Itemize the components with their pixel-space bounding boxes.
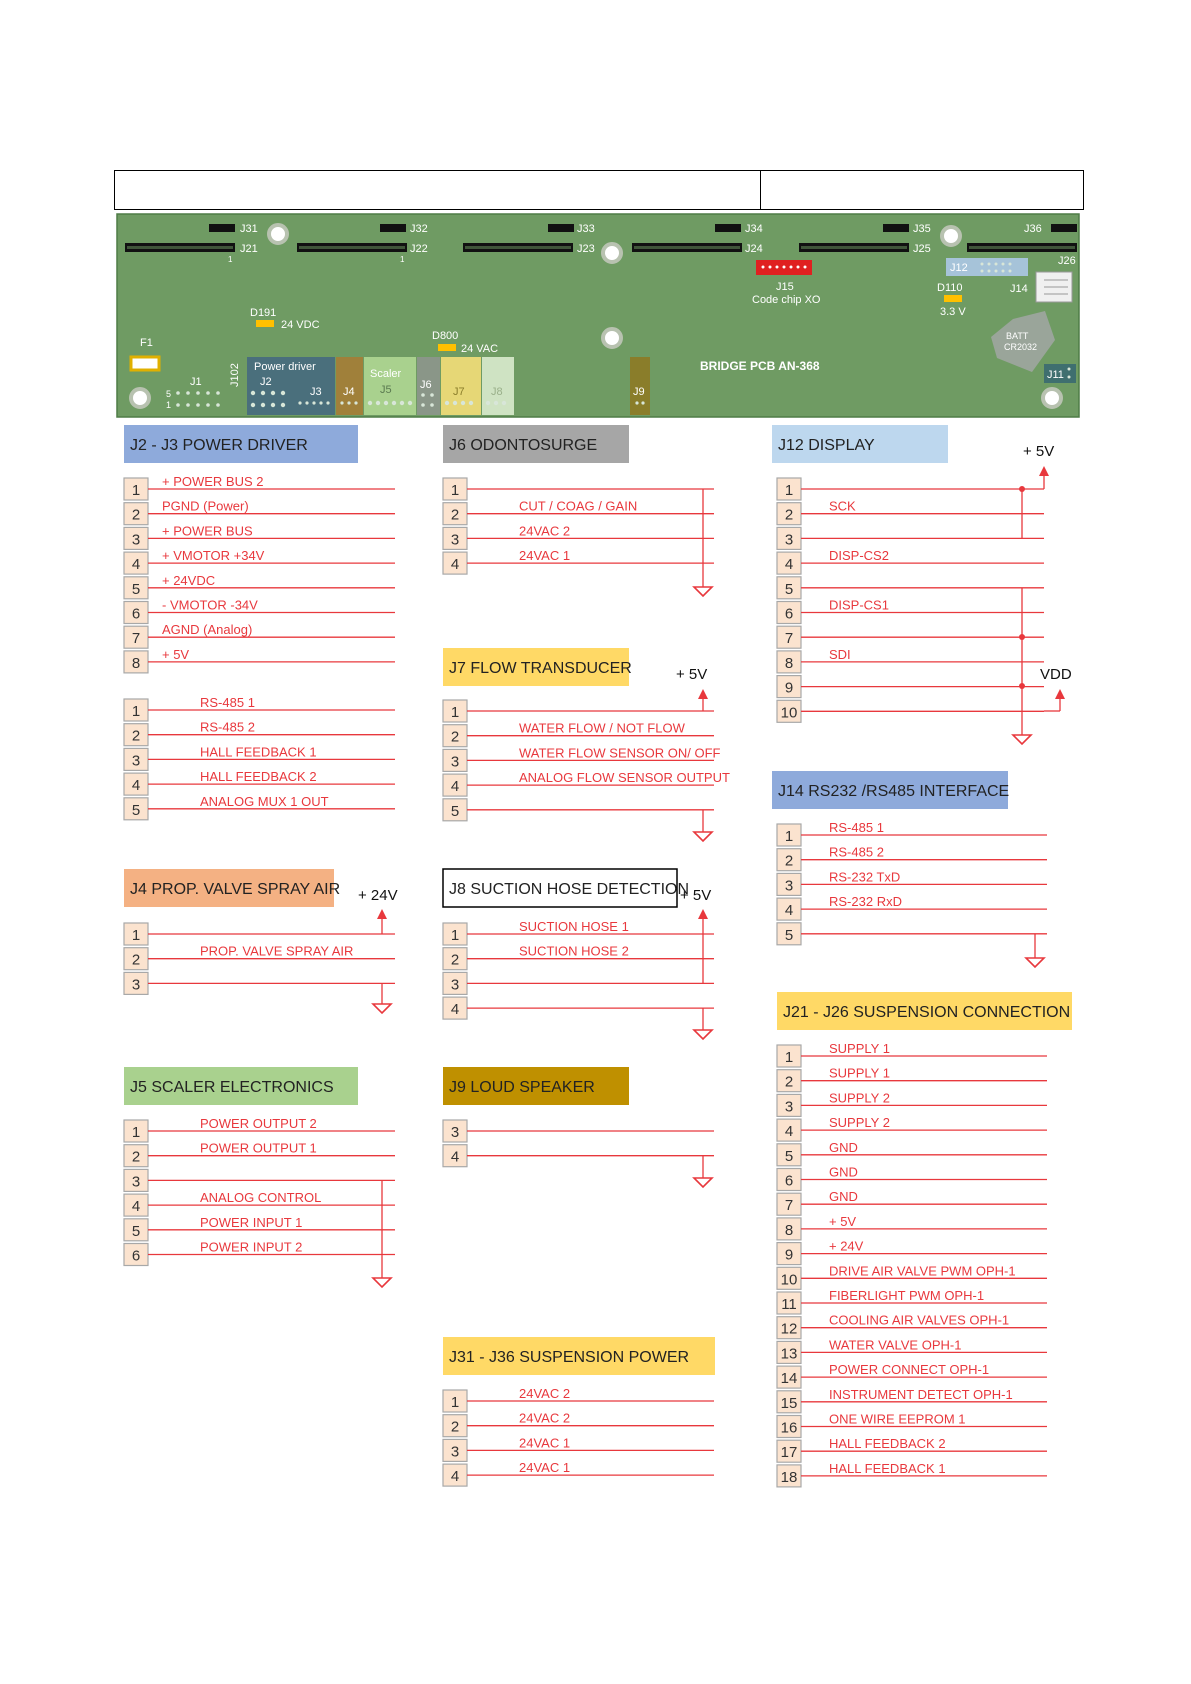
pin-label-j2j3-a-5: + 24VDC: [162, 572, 216, 588]
junction-j12-1: [1019, 486, 1025, 492]
pin-label-j21j26-5: GND: [829, 1139, 858, 1155]
pin-number-j8-1: 1: [450, 927, 460, 944]
pin-label-j31j36-3: 24VAC 1: [519, 1435, 571, 1451]
pin-number-j21j26-6: 6: [784, 1172, 794, 1190]
header-j21-j26: J21 - J26 SUSPENSION CONNECTION: [783, 1004, 1071, 1021]
pin-label-j14-4: RS-232 RxD: [829, 894, 902, 910]
pcb-label-d800: D800: [432, 330, 459, 342]
j1-pin: [196, 403, 200, 407]
j7-pin: [461, 401, 465, 405]
pcb-label-j21: J21: [240, 243, 258, 255]
j1-pin: [186, 403, 190, 407]
pin-number-j2j3-a-6: 6: [131, 605, 141, 623]
pin-label-j2j3-a-8: + 5V: [162, 646, 190, 662]
pin-label-j21j26-18: HALL FEEDBACK 1: [829, 1460, 946, 1476]
j7-pin: [469, 401, 473, 405]
pin-number-j9-3: 3: [450, 1124, 460, 1141]
pcb-label-j11: J11: [1047, 369, 1064, 381]
pin-number-j31j36-2: 2: [450, 1418, 460, 1436]
ground-j9: [694, 1178, 712, 1187]
j7-pin: [445, 401, 449, 405]
pin-label-j21j26-16: ONE WIRE EEPROM 1: [829, 1411, 966, 1427]
pin-label-j5-4: ANALOG CONTROL: [200, 1190, 322, 1206]
pin-label-j2j3-b-4: HALL FEEDBACK 2: [200, 769, 317, 785]
pin-label-j21j26-8: + 5V: [829, 1213, 857, 1229]
supply-j7: + 5V: [676, 666, 708, 683]
pin-label-j21j26-2: SUPPLY 1: [829, 1065, 890, 1081]
header-j12: J12 DISPLAY: [778, 437, 875, 454]
pin-number-j7-1: 1: [450, 704, 460, 721]
arrow-j12-supply: [1039, 466, 1049, 476]
j9-pin: [635, 401, 638, 404]
j32-connector: [380, 224, 406, 232]
pin-number-j7-2: 2: [450, 728, 460, 746]
pin-label-j5-1: POWER OUTPUT 2: [200, 1116, 317, 1131]
pcb-label-j14: J14: [1010, 283, 1028, 295]
pin-number-j4-1: 1: [131, 927, 141, 944]
pin-label-j5-2: POWER OUTPUT 1: [200, 1140, 317, 1156]
pin-label-j21j26-7: GND: [829, 1189, 858, 1205]
ground-j6: [694, 587, 712, 596]
j2-pin: [281, 391, 285, 395]
j12-pin: [1009, 270, 1012, 273]
j2-pin: [271, 403, 275, 407]
pin-number-j12-5: 5: [784, 580, 794, 598]
pin-gaps-j21: [127, 246, 233, 249]
pin-number-j12-6: 6: [784, 605, 794, 623]
pin-number-j8-2: 2: [450, 951, 460, 969]
pin-label-j21j26-10: DRIVE AIR VALVE PWM OPH-1: [829, 1263, 1016, 1279]
pcb-label-j34: J34: [745, 223, 763, 235]
pin-label-j21j26-4: SUPPLY 2: [829, 1115, 890, 1131]
pin-number-j21j26-2: 2: [784, 1073, 794, 1091]
pin-label-j21j26-11: FIBERLIGHT PWM OPH-1: [829, 1288, 985, 1303]
j34-connector: [715, 224, 741, 232]
pin-number-j21j26-3: 3: [784, 1098, 794, 1116]
pcb-label-j2: J2: [260, 376, 272, 388]
hole-2: [603, 244, 621, 262]
pcb-board: [117, 214, 1079, 417]
pcb-label-d191: D191: [250, 307, 277, 319]
j8-pin: [486, 401, 490, 405]
pin-number-j14-4: 4: [784, 902, 794, 920]
header-j8: J8 SUCTION HOSE DETECTION: [449, 881, 690, 898]
j15-pin: [776, 266, 779, 269]
pin-number-j5-5: 5: [131, 1222, 141, 1240]
pcb-label-j22: J22: [410, 243, 428, 255]
pin-number-j2j3-b-5: 5: [131, 801, 141, 819]
pcb-label-j102: J102: [229, 363, 241, 387]
j8-pin: [494, 401, 498, 405]
pin-number-j5-2: 2: [131, 1148, 141, 1166]
j12-pin: [995, 263, 998, 266]
pinout-groups: [124, 425, 1072, 1487]
j3-pin: [305, 401, 308, 404]
arrow-j8-supply: [698, 909, 708, 919]
pin-label-j14-3: RS-232 TxD: [829, 869, 901, 885]
j1-pin: [176, 391, 180, 395]
pcb-label-j25: J25: [913, 243, 931, 255]
pin-label-j21j26-1: SUPPLY 1: [829, 1041, 890, 1056]
hole-6: [1043, 389, 1061, 407]
j4-pin: [354, 401, 357, 404]
j5-pin: [392, 401, 396, 405]
pin-label-j7-2: WATER FLOW / NOT FLOW: [519, 720, 685, 736]
j1-pin: [206, 391, 210, 395]
pin-label-j8-2: SUCTION HOSE 2: [519, 943, 629, 959]
j15-pin: [783, 266, 786, 269]
pin-label-j21j26-3: SUPPLY 2: [829, 1090, 890, 1106]
pcb-label-j12: J12: [950, 262, 968, 274]
pin-label-j8-1: SUCTION HOSE 1: [519, 919, 629, 934]
j2-pin: [251, 403, 255, 407]
hole-3: [942, 227, 960, 245]
pin-gaps-j22: [299, 246, 405, 249]
pin-label-j2j3-a-6: - VMOTOR -34V: [162, 597, 258, 613]
pin-number-j14-2: 2: [784, 852, 794, 870]
pin-label-j12-8: SDI: [829, 646, 851, 662]
pin-number-j4-2: 2: [131, 951, 141, 969]
j4-pin: [340, 401, 343, 404]
j5-pin: [368, 401, 372, 405]
pin-number-j21j26-11: 11: [781, 1296, 797, 1313]
j31-connector: [209, 224, 235, 232]
pcb-label-j9: J9: [633, 386, 645, 398]
j15-pin: [769, 266, 772, 269]
pcb-label-j26: J26: [1058, 255, 1076, 267]
pin-number-j7-5: 5: [450, 802, 460, 820]
pin-number-j21j26-18: 18: [780, 1468, 798, 1486]
pin-number-j31j36-1: 1: [450, 1394, 460, 1411]
pin-label-j2j3-a-1: + POWER BUS 2: [162, 474, 264, 489]
pin-label-j31j36-2: 24VAC 2: [519, 1410, 571, 1426]
pin-number-j21j26-15: 15: [780, 1394, 798, 1412]
j2-pin: [261, 391, 265, 395]
j33-connector: [548, 224, 574, 232]
pin-number-j2j3-b-3: 3: [131, 752, 141, 770]
header-j4: J4 PROP. VALVE SPRAY AIR: [130, 881, 341, 898]
j15-pin: [797, 266, 800, 269]
pin-number-j2j3-a-5: 5: [131, 580, 141, 598]
pin-number-j31j36-4: 4: [450, 1468, 460, 1486]
pcb-label-d110: D110: [937, 282, 963, 294]
pin-label-j21j26-6: GND: [829, 1164, 858, 1180]
pin-label-j12-6: DISP-CS1: [829, 597, 889, 613]
d800-led: [438, 344, 456, 351]
pin-number-j21j26-8: 8: [784, 1221, 794, 1239]
pcb-label-j6: J6: [420, 379, 432, 391]
pin-number-j21j26-14: 14: [780, 1370, 798, 1388]
j12-pin: [988, 263, 991, 266]
hole-4: [603, 329, 621, 347]
pcb-label-power-driver: Power driver: [254, 361, 316, 373]
pin-number-j21j26-4: 4: [784, 1123, 794, 1141]
j11-pin: [1068, 368, 1071, 371]
pin-label-j7-4: ANALOG FLOW SENSOR OUTPUT: [519, 770, 730, 786]
header-j6: J6 ODONTOSURGE: [449, 437, 598, 454]
pin-label-j21j26-12: COOLING AIR VALVES OPH-1: [829, 1312, 1010, 1328]
pin-number-j21j26-5: 5: [784, 1147, 794, 1165]
pin-label-j14-2: RS-485 2: [829, 844, 884, 860]
pin-number-j14-1: 1: [784, 828, 794, 845]
pcb-label-j4: J4: [343, 386, 355, 398]
pin-label-j21j26-13: WATER VALVE OPH-1: [829, 1337, 962, 1353]
j5-pin: [384, 401, 388, 405]
pin-number-j9-4: 4: [450, 1148, 460, 1166]
pcb-label-24vdc: 24 VDC: [281, 319, 320, 331]
j6-pin: [430, 393, 434, 397]
pcb-label-j8: J8: [491, 386, 503, 398]
pin-number-j2j3-a-4: 4: [131, 556, 141, 574]
pin-gaps-j24: [634, 246, 740, 249]
j12-pin: [988, 270, 991, 273]
ground-j8: [694, 1030, 712, 1039]
pin-number-j21j26-12: 12: [780, 1320, 798, 1338]
pcb-label-j32: J32: [410, 223, 428, 235]
pcb-label-pin1-b: 1: [400, 255, 405, 264]
pin-number-j6-3: 3: [450, 531, 460, 549]
pin-number-j4-3: 3: [131, 976, 141, 994]
j15-pin: [762, 266, 765, 269]
pin-number-j21j26-1: 1: [784, 1049, 794, 1066]
pcb-label-j23: J23: [577, 243, 595, 255]
pin-number-j14-3: 3: [784, 877, 794, 895]
pin-number-j12-1: 1: [784, 482, 794, 499]
pin-label-j5-5: POWER INPUT 1: [200, 1214, 303, 1230]
j2-pin: [271, 391, 275, 395]
pin-number-j21j26-16: 16: [780, 1419, 798, 1437]
pin-label-j21j26-17: HALL FEEDBACK 2: [829, 1436, 946, 1452]
pin-label-j12-2: SCK: [829, 498, 856, 514]
ground-j14: [1026, 958, 1044, 967]
ground-j5: [373, 1278, 391, 1287]
pin-number-j5-3: 3: [131, 1173, 141, 1191]
pin-number-j2j3-a-8: 8: [131, 654, 141, 672]
pin-label-j5-6: POWER INPUT 2: [200, 1239, 303, 1255]
pcb-label-j7: J7: [453, 386, 465, 398]
ground-j12: [1013, 735, 1031, 744]
pin-label-j31j36-1: 24VAC 2: [519, 1386, 571, 1401]
j3-pin: [298, 401, 301, 404]
pin-number-j8-4: 4: [450, 1001, 460, 1019]
pin-number-j12-10: 10: [780, 704, 798, 722]
pin-label-j21j26-15: INSTRUMENT DETECT OPH-1: [829, 1386, 1013, 1402]
j12-pin: [981, 270, 984, 273]
pin-number-j6-1: 1: [450, 482, 460, 499]
pcb-label-f1: F1: [140, 337, 153, 349]
j11-pin: [1068, 376, 1071, 379]
pcb-label-j1: J1: [190, 376, 202, 388]
j6-pin: [421, 393, 425, 397]
pcb-label-cr2032: CR2032: [1004, 342, 1038, 352]
j1-pin: [176, 403, 180, 407]
supply-j12-vdd: VDD: [1040, 666, 1072, 683]
pin-number-j2j3-a-7: 7: [131, 630, 141, 648]
j3-pin: [319, 401, 322, 404]
pcb-label-j36: J36: [1024, 223, 1042, 235]
header-j7: J7 FLOW TRANSDUCER: [449, 660, 632, 677]
pin-label-j2j3-a-7: AGND (Analog): [162, 622, 253, 638]
j2-pin: [251, 391, 255, 395]
pin-label-j2j3-b-2: RS-485 2: [200, 719, 255, 735]
pin-label-j12-4: DISP-CS2: [829, 548, 889, 564]
pin-gaps-j23: [465, 246, 571, 249]
supply-j12: + 5V: [1023, 443, 1055, 460]
pcb-label-code-chip: Code chip XO: [752, 294, 821, 306]
j5-pin: [376, 401, 380, 405]
j6-pin: [430, 403, 434, 407]
pin-number-j12-7: 7: [784, 630, 794, 648]
pcb-label-batt: BATT: [1006, 331, 1029, 341]
pin-label-j31j36-4: 24VAC 1: [519, 1460, 571, 1476]
ground-j7: [694, 832, 712, 841]
pin-number-j12-9: 9: [784, 679, 794, 697]
header-j9: J9 LOUD SPEAKER: [449, 1079, 595, 1096]
pin-number-j12-8: 8: [784, 654, 794, 672]
pin-number-j6-2: 2: [450, 506, 460, 524]
pin-number-j2j3-a-1: 1: [131, 482, 141, 499]
header-j5: J5 SCALER ELECTRONICS: [130, 1079, 334, 1096]
hole-1: [269, 225, 287, 243]
j35-connector: [883, 224, 909, 232]
pin-label-j2j3-a-2: PGND (Power): [162, 498, 249, 514]
j4-pin: [347, 401, 350, 404]
pcb-label-24vac: 24 VAC: [461, 343, 499, 355]
pcb-label-j5: J5: [380, 384, 392, 396]
pcb-label-3v3: 3.3 V: [940, 306, 966, 318]
f1-fuse: [131, 357, 159, 370]
pcb-board-name: BRIDGE PCB AN-368: [700, 359, 820, 373]
j3-pin: [312, 401, 315, 404]
pin-label-j21j26-14: POWER CONNECT OPH-1: [829, 1362, 990, 1378]
pin-number-j5-4: 4: [131, 1198, 141, 1216]
pin-number-j12-2: 2: [784, 506, 794, 524]
junction-j12-9: [1019, 683, 1025, 689]
pcb-label-j1-pin5: 5: [166, 389, 172, 399]
pin-label-j6-4: 24VAC 1: [519, 548, 571, 564]
junction-j12-7: [1019, 634, 1025, 640]
pin-number-j2j3-a-2: 2: [131, 506, 141, 524]
j5-pin: [400, 401, 404, 405]
j15-pin: [804, 266, 807, 269]
arrow-j12-vdd: [1055, 689, 1065, 699]
pcb-label-j33: J33: [577, 223, 595, 235]
j8-pin: [502, 401, 506, 405]
pin-label-j2j3-a-3: + POWER BUS: [162, 523, 253, 539]
j3-pin: [326, 401, 329, 404]
pin-gaps-j26: [969, 246, 1075, 249]
pcb-label-scaler: Scaler: [370, 368, 402, 380]
pin-number-j12-3: 3: [784, 531, 794, 549]
pin-label-j2j3-b-3: HALL FEEDBACK 1: [200, 744, 317, 760]
j12-pin: [995, 270, 998, 273]
pin-number-j5-1: 1: [131, 1124, 141, 1141]
j1-pin: [196, 391, 200, 395]
j5-pin: [408, 401, 412, 405]
pin-gaps-j25: [801, 246, 907, 249]
pcb-label-j3: J3: [310, 386, 322, 398]
pcb-label-j1-pin1: 1: [166, 400, 172, 410]
header-j2-j3: J2 - J3 POWER DRIVER: [130, 437, 308, 454]
hole-5: [131, 389, 149, 407]
pin-label-j7-3: WATER FLOW SENSOR ON/ OFF: [519, 745, 721, 761]
pin-label-j2j3-b-1: RS-485 1: [200, 695, 255, 710]
pin-number-j2j3-b-2: 2: [131, 727, 141, 745]
arrow-j7-supply: [698, 689, 708, 699]
pin-label-j6-2: CUT / COAG / GAIN: [519, 498, 638, 514]
pin-number-j7-4: 4: [450, 778, 460, 796]
header-j31-j36: J31 - J36 SUSPENSION POWER: [449, 1349, 690, 1366]
pin-label-j14-1: RS-485 1: [829, 820, 884, 835]
j9-pin: [641, 401, 644, 404]
pcb-label-j31: J31: [240, 223, 258, 235]
pin-number-j7-3: 3: [450, 753, 460, 771]
pin-label-j2j3-b-5: ANALOG MUX 1 OUT: [200, 793, 329, 809]
pin-number-j6-4: 4: [450, 556, 460, 574]
j6-pin: [421, 403, 425, 407]
pin-number-j21j26-13: 13: [780, 1345, 798, 1363]
pin-number-j12-4: 4: [784, 556, 794, 574]
supply-j8: + 5V: [680, 887, 712, 904]
pcb-label-j24: J24: [745, 243, 763, 255]
pin-label-j6-3: 24VAC 2: [519, 523, 571, 539]
pcb-label-pin1-a: 1: [228, 255, 233, 264]
j36-connector: [1051, 224, 1077, 232]
supply-j4: + 24V: [358, 887, 398, 904]
pin-number-j2j3-b-1: 1: [131, 703, 141, 720]
pin-number-j21j26-9: 9: [784, 1246, 794, 1264]
pin-label-j4-2: PROP. VALVE SPRAY AIR: [200, 943, 354, 959]
pin-label-j21j26-9: + 24V: [829, 1238, 864, 1254]
j2-pin: [261, 403, 265, 407]
pin-number-j14-5: 5: [784, 926, 794, 944]
arrow-j4-supply: [377, 909, 387, 919]
ground-j4: [373, 1004, 391, 1013]
pcb-label-j35: J35: [913, 223, 931, 235]
pin-number-j21j26-10: 10: [780, 1271, 798, 1289]
pin-number-j2j3-b-4: 4: [131, 777, 141, 795]
j12-pin: [1009, 263, 1012, 266]
j7-pin: [453, 401, 457, 405]
pin-number-j21j26-7: 7: [784, 1197, 794, 1215]
j1-pin: [216, 391, 220, 395]
j1-pin: [186, 391, 190, 395]
pin-number-j5-6: 6: [131, 1247, 141, 1265]
j12-pin: [1002, 263, 1005, 266]
pin-number-j21j26-17: 17: [780, 1444, 798, 1462]
header-j14: J14 RS232 /RS485 INTERFACE: [778, 783, 1010, 800]
j2-pin: [281, 403, 285, 407]
pcb-label-j15: J15: [776, 281, 794, 293]
pin-label-j2j3-a-4: + VMOTOR +34V: [162, 548, 265, 564]
pin-number-j2j3-a-3: 3: [131, 531, 141, 549]
pin-number-j8-3: 3: [450, 976, 460, 994]
j15-pin: [790, 266, 793, 269]
d110-led: [944, 295, 962, 302]
j12-pin: [1002, 270, 1005, 273]
d191-led: [256, 320, 274, 327]
j12-pin: [981, 263, 984, 266]
j1-pin: [206, 403, 210, 407]
pin-number-j31j36-3: 3: [450, 1443, 460, 1461]
j1-pin: [216, 403, 220, 407]
